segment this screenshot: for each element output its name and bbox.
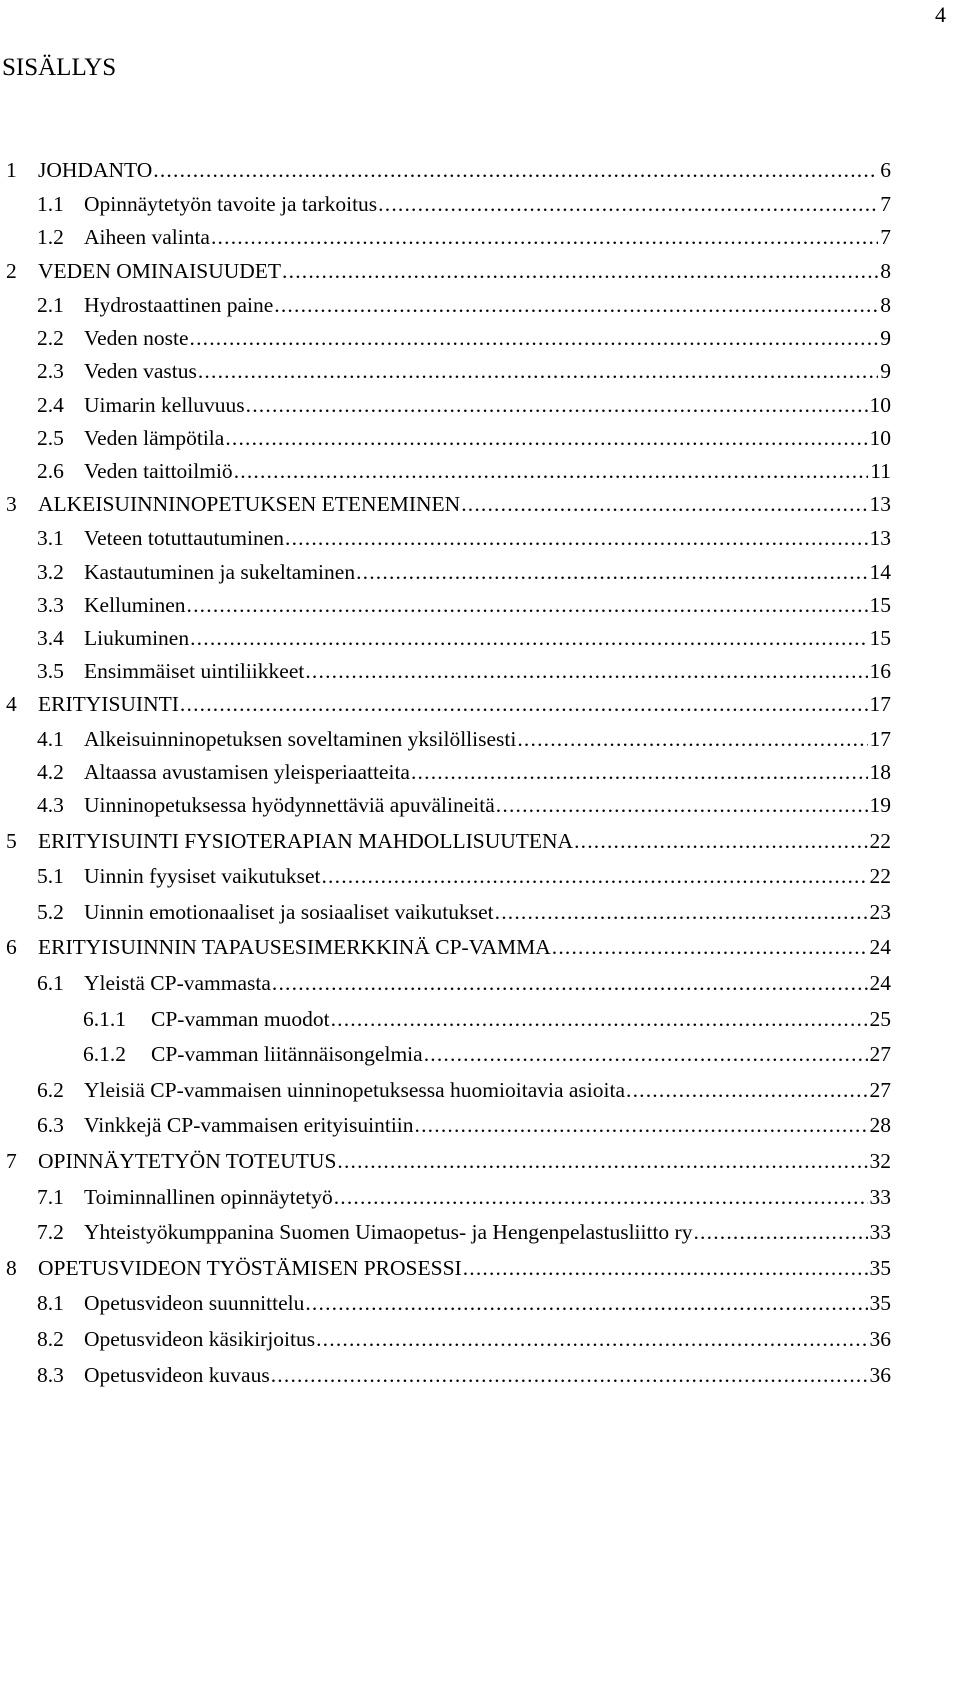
toc-entry-number: 3.4	[37, 625, 64, 650]
dot-leader	[225, 426, 867, 451]
dot-leader	[271, 1363, 868, 1388]
toc-entry-label: ERITYISUINTI FYSIOTERAPIAN MAHDOLLISUUTENA	[38, 828, 574, 853]
dot-leader	[378, 192, 878, 217]
table-of-contents	[0, 158, 960, 1398]
toc-entry-label: Veden vastus	[84, 359, 197, 384]
dot-leader	[187, 593, 868, 618]
toc-entry-label: Opetusvideon kuvaus	[84, 1362, 270, 1387]
toc-entry-label: Opetusvideon suunnittelu	[84, 1291, 305, 1316]
toc-entry[interactable]	[0, 526, 960, 559]
toc-entry-page: 25	[869, 1006, 891, 1031]
toc-entry[interactable]	[0, 692, 960, 726]
dot-leader	[198, 359, 878, 384]
toc-entry-label: Alkeisuinninopetuksen soveltaminen yksilöllisesti	[84, 726, 517, 751]
toc-entry-number: 8.2	[37, 1326, 64, 1351]
toc-entry-label: Opetusvideon käsikirjoitus	[84, 1326, 316, 1351]
toc-entry-number: 4	[6, 692, 17, 717]
toc-entry-number: 1	[6, 158, 17, 182]
toc-entry-label: Yhteistyökumppanina Suomen Uimaopetus- ja Hengenpelastusliitto ry	[84, 1220, 693, 1245]
toc-entry-page: 32	[869, 1148, 891, 1173]
toc-entry-number: 2.4	[37, 392, 64, 417]
toc-entry-number: 6.1	[37, 970, 64, 995]
toc-entry-page: 18	[869, 759, 891, 784]
toc-entry[interactable]	[0, 426, 960, 459]
toc-entry-page: 13	[869, 492, 891, 517]
toc-entry-label: Uinninopetuksessa hyödynnettäviä apuvälineitä	[84, 793, 495, 817]
toc-entry-number: 2.5	[37, 425, 64, 450]
toc-entry-label: ALKEISUINNINOPETUKSEN ETENEMINEN	[38, 492, 461, 517]
dot-leader	[496, 793, 868, 818]
toc-entry-label: Toiminnallinen opinnäytetyö	[84, 1184, 333, 1209]
toc-entry[interactable]	[0, 659, 960, 692]
toc-entry-label: JOHDANTO	[38, 158, 153, 182]
toc-entry-number: 3	[6, 492, 17, 517]
toc-entry-label: Veden taittoilmiö	[84, 458, 233, 483]
dot-leader	[282, 259, 878, 284]
dot-leader	[424, 1042, 868, 1067]
toc-entry-label: Uimarin kelluvuus	[84, 392, 245, 417]
dot-leader	[552, 935, 868, 960]
toc-entry-label: Veden noste	[84, 326, 189, 351]
dot-leader	[153, 158, 878, 183]
toc-entry-number: 3.3	[37, 592, 64, 617]
toc-entry-page: 22	[869, 864, 891, 889]
toc-entry[interactable]	[0, 1149, 960, 1185]
toc-entry[interactable]	[0, 393, 960, 426]
toc-entry[interactable]	[0, 293, 960, 326]
toc-entry-number: 2.3	[37, 359, 64, 384]
toc-entry-page: 15	[869, 592, 891, 617]
dot-leader	[305, 1291, 867, 1316]
toc-entry-page: 27	[869, 1077, 891, 1102]
toc-entry[interactable]	[0, 1327, 960, 1363]
toc-entry-number: 3.1	[37, 526, 64, 551]
toc-entry-label: Altaassa avustamisen yleisperiaatteita	[84, 759, 410, 784]
toc-entry[interactable]	[0, 864, 960, 900]
dot-leader	[626, 1078, 868, 1103]
dot-leader	[190, 626, 867, 651]
dot-leader	[331, 1007, 868, 1032]
dot-leader	[693, 1220, 867, 1245]
toc-entry[interactable]	[0, 259, 960, 293]
toc-entry-number: 2.2	[37, 326, 64, 351]
dot-leader	[274, 293, 878, 318]
dot-leader	[356, 560, 867, 585]
dot-leader	[415, 1113, 868, 1138]
toc-entry-number: 2.1	[37, 292, 64, 317]
toc-entry-page: 23	[869, 899, 891, 924]
toc-entry-page: 36	[869, 1326, 891, 1351]
toc-entry-label: Uinnin fyysiset vaikutukset	[84, 864, 321, 889]
toc-entry-page: 33	[869, 1184, 891, 1209]
page-number: 4	[935, 2, 946, 27]
dot-leader	[517, 727, 867, 752]
dot-leader	[190, 326, 879, 351]
toc-entry[interactable]	[0, 626, 960, 659]
toc-entry-number: 7	[6, 1148, 17, 1173]
toc-entry-label: Hydrostaattinen paine	[84, 292, 274, 317]
dot-leader	[337, 1149, 867, 1174]
toc-entry-page: 17	[869, 692, 891, 717]
toc-entry-number: 2	[6, 258, 17, 283]
toc-entry-page: 6	[880, 158, 891, 182]
toc-entry-number: 3.2	[37, 559, 64, 584]
toc-entry-page: 7	[880, 192, 891, 217]
toc-entry[interactable]	[0, 1291, 960, 1327]
dot-leader	[574, 829, 867, 854]
toc-entry[interactable]	[0, 793, 960, 829]
toc-entry-label: Uinnin emotionaaliset ja sosiaaliset vaikutukset	[84, 899, 494, 924]
toc-entry[interactable]	[0, 459, 960, 492]
toc-entry-number: 8.1	[37, 1291, 64, 1316]
toc-entry-number: 6.1.1	[83, 1006, 126, 1031]
toc-entry-label: CP-vamman liitännäisongelmia	[151, 1042, 423, 1067]
dot-leader	[211, 225, 878, 250]
toc-entry[interactable]	[0, 1256, 960, 1292]
dot-leader	[305, 659, 867, 684]
toc-entry-page: 10	[869, 392, 891, 417]
toc-entry-page: 11	[870, 458, 891, 483]
toc-entry-label: Aiheen valinta	[84, 225, 210, 250]
dot-leader	[272, 971, 868, 996]
toc-title: SISÄLLYS	[2, 54, 117, 81]
toc-entry-label: Kelluminen	[84, 592, 186, 617]
toc-entry-page: 10	[869, 425, 891, 450]
toc-entry[interactable]	[0, 1042, 960, 1078]
toc-entry[interactable]	[0, 1185, 960, 1221]
toc-entry[interactable]	[0, 1078, 960, 1114]
toc-entry[interactable]	[0, 727, 960, 760]
toc-entry-page: 8	[880, 258, 891, 283]
toc-entry-page: 35	[869, 1291, 891, 1316]
toc-entry-page: 24	[869, 970, 891, 995]
toc-entry-number: 4.1	[37, 726, 64, 751]
toc-entry-label: Veden lämpötila	[84, 425, 225, 450]
toc-entry-number: 7.1	[37, 1184, 64, 1209]
toc-entry-label: ERITYISUINTI	[38, 692, 179, 717]
toc-entry-number: 6.1.2	[83, 1042, 126, 1067]
toc-entry-page: 14	[869, 559, 891, 584]
toc-entry-label: Kastautuminen ja sukeltaminen	[84, 559, 356, 584]
toc-entry-page: 35	[869, 1255, 891, 1280]
toc-entry[interactable]	[0, 1220, 960, 1256]
toc-entry[interactable]	[0, 971, 960, 1007]
toc-entry[interactable]	[0, 935, 960, 971]
toc-entry[interactable]	[0, 192, 960, 225]
toc-entry[interactable]	[0, 359, 960, 392]
toc-entry-label: ERITYISUINNIN TAPAUSESIMERKKINÄ CP-VAMMA	[38, 935, 551, 960]
toc-entry[interactable]	[0, 593, 960, 626]
toc-entry-page: 24	[869, 935, 891, 960]
toc-entry-page: 9	[880, 326, 891, 351]
toc-entry-number: 4.3	[37, 793, 64, 817]
toc-entry-number: 6.3	[37, 1113, 64, 1138]
toc-entry[interactable]	[0, 829, 960, 865]
toc-entry-page: 8	[880, 292, 891, 317]
dot-leader	[234, 459, 869, 484]
toc-entry-label: Ensimmäiset uintiliikkeet	[84, 659, 305, 684]
dot-leader	[463, 1256, 868, 1281]
toc-entry-label: Veteen totuttautuminen	[84, 526, 285, 551]
toc-entry[interactable]	[0, 492, 960, 526]
toc-entry-label: Liukuminen	[84, 625, 190, 650]
toc-entry-number: 1.1	[37, 192, 64, 217]
dot-leader	[180, 692, 868, 717]
dot-leader	[461, 492, 867, 517]
toc-entry-page: 28	[869, 1113, 891, 1138]
dot-leader	[495, 900, 868, 925]
toc-entry-number: 1.2	[37, 225, 64, 250]
toc-entry-number: 5	[6, 828, 17, 853]
toc-entry-page: 7	[880, 225, 891, 250]
dot-leader	[316, 1327, 867, 1352]
toc-entry-number: 4.2	[37, 759, 64, 784]
toc-entry-page: 19	[869, 793, 891, 817]
toc-entry-page: 33	[869, 1220, 891, 1245]
toc-entry[interactable]	[0, 326, 960, 359]
toc-entry-page: 17	[869, 726, 891, 751]
toc-entry-number: 5.2	[37, 899, 64, 924]
toc-entry-number: 8	[6, 1255, 17, 1280]
toc-entry-number: 8.3	[37, 1362, 64, 1387]
toc-entry-page: 9	[880, 359, 891, 384]
toc-entry[interactable]	[0, 158, 960, 192]
toc-entry-page: 15	[869, 625, 891, 650]
toc-entry-label: CP-vamman muodot	[151, 1006, 330, 1031]
toc-entry-number: 6.2	[37, 1077, 64, 1102]
dot-leader	[321, 864, 867, 889]
toc-entry-number: 6	[6, 935, 17, 960]
toc-entry-number: 5.1	[37, 864, 64, 889]
toc-entry-number: 2.6	[37, 458, 64, 483]
toc-entry-label: Opinnäytetyön tavoite ja tarkoitus	[84, 192, 378, 217]
toc-entry-page: 36	[869, 1362, 891, 1387]
toc-entry[interactable]	[0, 900, 960, 936]
toc-entry[interactable]	[0, 760, 960, 793]
dot-leader	[285, 526, 867, 551]
toc-entry[interactable]	[0, 1363, 960, 1399]
toc-entry-page: 13	[869, 526, 891, 551]
toc-entry-label: VEDEN OMINAISUUDET	[38, 258, 282, 283]
toc-entry-page: 22	[869, 828, 891, 853]
toc-entry-page: 27	[869, 1042, 891, 1067]
toc-entry[interactable]	[0, 560, 960, 593]
toc-entry-label: OPETUSVIDEON TYÖSTÄMISEN PROSESSI	[38, 1255, 462, 1280]
dot-leader	[334, 1185, 868, 1210]
toc-entry-label: OPINNÄYTETYÖN TOTEUTUS	[38, 1148, 337, 1173]
toc-entry-number: 7.2	[37, 1220, 64, 1245]
dot-leader	[246, 393, 868, 418]
toc-entry-label: Vinkkejä CP-vammaisen erityisuintiin	[84, 1113, 414, 1138]
toc-entry[interactable]	[0, 1113, 960, 1149]
toc-entry[interactable]	[0, 1007, 960, 1043]
toc-entry-label: Yleistä CP-vammasta	[84, 970, 271, 995]
toc-entry-number: 3.5	[37, 659, 64, 684]
toc-entry-label: Yleisiä CP-vammaisen uinninopetuksessa huomioitavia asioita	[84, 1077, 625, 1102]
toc-entry[interactable]	[0, 225, 960, 258]
toc-entry-page: 16	[869, 659, 891, 684]
dot-leader	[411, 760, 868, 785]
